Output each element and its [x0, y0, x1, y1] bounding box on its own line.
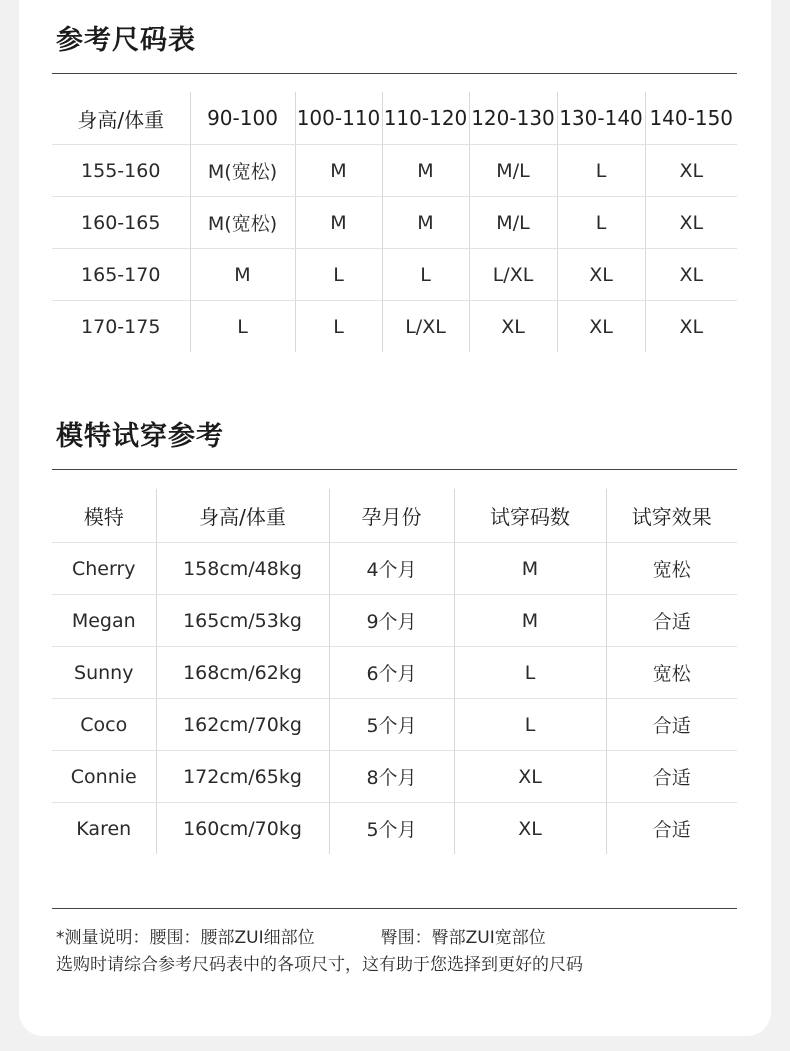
model-chart-row-cell: XL	[454, 803, 606, 855]
size-chart-row	[52, 197, 737, 249]
size-chart-row-cell: M	[190, 249, 295, 301]
model-chart-row-cell: XL	[454, 751, 606, 803]
size-chart-row	[52, 145, 737, 197]
model-chart-row	[52, 543, 737, 595]
model-chart-row-cell: 6个月	[329, 647, 454, 699]
size-chart-row-cell: 170-175	[81, 315, 161, 338]
size-chart-row-cell: L/XL	[382, 301, 469, 353]
model-chart-row-cell: 合适	[606, 803, 737, 855]
size-chart-row-cell: M	[382, 197, 469, 249]
model-chart-row-cell: Connie	[52, 751, 156, 803]
model-chart-row-cell: 160cm/70kg	[156, 803, 329, 855]
size-chart-row-cell: XL	[645, 301, 737, 353]
model-chart-row-cell: M	[454, 543, 606, 595]
model-chart-row-cell: 158cm/48kg	[156, 543, 329, 595]
model-chart-row-cell: Coco	[52, 699, 156, 751]
size-chart-row-cell: XL	[557, 249, 645, 301]
size-chart-header-row-cell: 90-100	[190, 92, 295, 145]
size-chart-row-cell: L	[190, 301, 295, 353]
model-chart-title: 模特试穿参考	[56, 421, 224, 452]
model-chart-row	[52, 699, 737, 751]
model-chart-row-cell: 165cm/53kg	[156, 595, 329, 647]
size-chart-row-cell: M/L	[469, 145, 557, 197]
waist-note: 腰围：腰部ZUI细部位	[149, 928, 315, 948]
size-chart-row-cell: XL	[557, 301, 645, 353]
size-chart-row-cell: 155-160	[52, 145, 190, 197]
advice-note: 选购时请综合参考尺码表中的各项尺寸，这有助于您选择到更好的尺码	[56, 955, 583, 975]
size-chart-header-row-cell: 120-130	[469, 92, 557, 145]
size-chart-row-cell: L/XL	[469, 249, 557, 301]
model-chart-row-cell: Cherry	[52, 543, 156, 595]
size-chart-row-cell: XL	[645, 249, 737, 301]
model-chart-row	[52, 647, 737, 699]
size-chart-row-cell: M(宽松)	[190, 197, 295, 249]
size-chart-header-row-cell: 140-150	[645, 92, 737, 145]
size-chart-row-cell: 160-165	[52, 197, 190, 249]
model-chart-row-cell: 合适	[606, 751, 737, 803]
hip-note: 臀围：臀部ZUI宽部位	[380, 928, 546, 948]
model-chart-row-cell: 162cm/70kg	[156, 699, 329, 751]
model-chart-header-row-cell: 试穿码数	[454, 489, 606, 543]
measure-label: *测量说明：	[56, 928, 150, 948]
size-chart-row-cell: XL	[645, 145, 737, 197]
size-chart-divider	[52, 73, 737, 74]
model-chart-header-row-cell: 模特	[52, 489, 156, 543]
size-chart-row-cell: XL	[469, 301, 557, 353]
size-chart-header-row-cell: 110-120	[382, 92, 469, 145]
model-chart-row-cell: 8个月	[329, 751, 454, 803]
size-chart-row-cell: L	[295, 249, 382, 301]
model-chart-row-cell: 合适	[606, 595, 737, 647]
size-chart-row	[52, 249, 737, 301]
model-chart-row-cell: 168cm/62kg	[156, 647, 329, 699]
size-chart-header-row-cell: 100-110	[295, 92, 382, 145]
model-chart-row-cell: Sunny	[52, 647, 156, 699]
model-chart-header-row-cell: 孕月份	[329, 489, 454, 543]
size-chart-row-cell: M	[295, 197, 382, 249]
size-chart-header-row-cell: 130-140	[557, 92, 645, 145]
size-chart-row-cell: M	[295, 145, 382, 197]
size-chart-header-row	[52, 92, 737, 145]
model-chart-header-row	[52, 489, 737, 543]
model-chart-row-cell: M	[454, 595, 606, 647]
model-chart-header-row-cell: 身高/体重	[156, 489, 329, 543]
model-chart-row-cell: 5个月	[329, 803, 454, 855]
model-chart-row-cell: Karen	[76, 817, 132, 840]
model-chart-row-cell: 4个月	[329, 543, 454, 595]
size-chart-header-row-cell: 身高/体重	[52, 92, 190, 145]
model-chart-row-cell: L	[454, 647, 606, 699]
measure-note	[56, 926, 546, 950]
model-chart-header-row-cell: 试穿效果	[606, 489, 737, 543]
size-chart-row-cell: M(宽松)	[190, 145, 295, 197]
size-chart-row-cell: L	[557, 197, 645, 249]
size-chart-row-cell: L	[557, 145, 645, 197]
model-chart-row-cell: Megan	[52, 595, 156, 647]
model-chart-row-cell: 172cm/65kg	[156, 751, 329, 803]
size-chart-row-cell: L	[295, 301, 382, 353]
size-chart-row	[52, 301, 737, 353]
model-chart-divider	[52, 469, 737, 470]
size-chart-row-cell: M/L	[469, 197, 557, 249]
size-chart-row-cell: L	[382, 249, 469, 301]
model-chart-row-cell: 宽松	[606, 647, 737, 699]
model-chart-row	[52, 751, 737, 803]
size-chart-row-cell: M	[382, 145, 469, 197]
model-chart-row-cell: L	[454, 699, 606, 751]
size-chart-title: 参考尺码表	[56, 25, 196, 56]
size-chart-row-cell: 165-170	[52, 249, 190, 301]
model-chart-row	[52, 803, 737, 855]
model-chart-row-cell: 宽松	[606, 543, 737, 595]
size-chart-table	[52, 92, 737, 352]
model-chart-row-cell: 5个月	[329, 699, 454, 751]
model-chart-row	[52, 595, 737, 647]
notes-divider	[52, 908, 737, 909]
model-chart-row-cell: 合适	[606, 699, 737, 751]
model-chart-table	[52, 489, 737, 854]
size-chart-row-cell: XL	[645, 197, 737, 249]
model-chart-row-cell: 9个月	[329, 595, 454, 647]
